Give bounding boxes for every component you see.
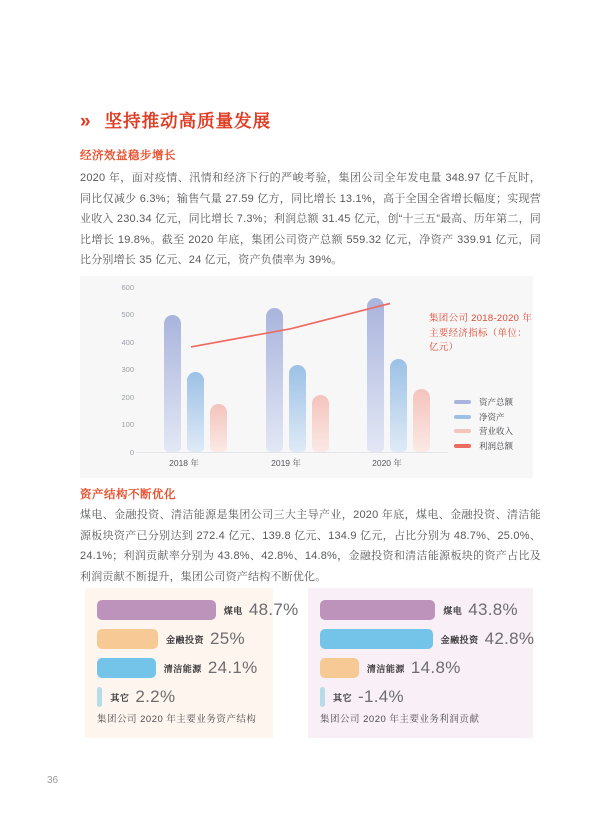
y-axis-tick: 500 xyxy=(121,310,134,319)
y-axis-tick: 100 xyxy=(121,420,134,429)
bar-资产总额 xyxy=(164,315,181,453)
chart-title: 集团公司 2018-2020 年主要经济指标（单位：亿元） xyxy=(429,313,533,353)
x-axis-label: 2020 年 xyxy=(372,458,402,468)
double-chevron-icon: » xyxy=(80,111,91,132)
bar-value: -1.4% xyxy=(358,687,404,706)
bar-label: 金融投资 xyxy=(166,634,205,645)
bar-营业收入 xyxy=(312,395,329,452)
bar-value: 2.2% xyxy=(135,687,176,706)
x-axis-line xyxy=(136,452,448,453)
y-axis-tick: 600 xyxy=(121,282,134,292)
legend-label: 资产总额 xyxy=(479,397,514,408)
page-number: 36 xyxy=(47,775,59,786)
chart-row-其它 xyxy=(97,687,273,707)
legend-label: 营业收入 xyxy=(479,426,514,437)
legend-item-营业收入 xyxy=(454,424,513,439)
bar-资产总额 xyxy=(266,308,283,452)
bar-label: 清洁能源 xyxy=(366,663,405,674)
bar-value: 25% xyxy=(210,629,245,648)
bar-label: 其它 xyxy=(333,692,353,703)
bar-清洁能源 xyxy=(320,658,359,678)
asset-structure-chart xyxy=(85,588,299,738)
page-title-row xyxy=(80,108,271,133)
bar-value: 48.7% xyxy=(248,600,299,619)
legend-item-资产总额 xyxy=(454,395,513,410)
legend-swatch xyxy=(454,444,471,449)
chart-legend xyxy=(454,395,513,453)
chart-row-金融投资 xyxy=(97,629,273,649)
bar-value: 24.1% xyxy=(207,658,258,677)
bar-净资产 xyxy=(289,365,306,452)
bar-清洁能源 xyxy=(97,658,156,678)
bar-煤电 xyxy=(97,600,216,620)
bar-净资产 xyxy=(187,372,204,452)
chart-row-清洁能源 xyxy=(97,658,273,678)
profit-contribution-chart xyxy=(308,588,533,738)
y-axis-tick: 200 xyxy=(121,392,134,402)
chart-row-其它 xyxy=(320,687,533,707)
y-axis-tick: 400 xyxy=(121,337,134,347)
y-axis-tick: 0 xyxy=(129,447,134,457)
chart-caption: 集团公司 2020 年主要业务利润贡献 xyxy=(320,714,480,725)
bar-label: 煤电 xyxy=(443,605,463,616)
legend-label: 净资产 xyxy=(479,411,505,422)
section-heading-economy: 经济效益稳步增长 xyxy=(80,150,176,162)
bar-营业收入 xyxy=(210,404,227,452)
page-title: 坚持推动高质量发展 xyxy=(104,111,272,131)
bar-净资产 xyxy=(390,359,407,453)
bar-金融投资 xyxy=(97,629,158,649)
bar-label: 清洁能源 xyxy=(163,663,202,674)
bar-煤电 xyxy=(320,600,435,620)
x-axis-label: 2019 年 xyxy=(271,458,301,468)
bar-value: 43.8% xyxy=(468,600,518,619)
chart-caption: 集团公司 2020 年主要业务资产结构 xyxy=(97,714,257,725)
bar-其它 xyxy=(320,687,325,707)
section-heading-assets: 资产结构不断优化 xyxy=(80,489,176,501)
section-body-economy: 2020 年，面对疫情、汛情和经济下行的严峻考验，集团公司全年发电量 348.97 亿千瓦时，同比仅减少 6.3%；输售气量 27.59 亿方，同比增长 13.1%，高于全国全省增长幅度；实现营业收入 230.34 亿元，同比增长 7.3%；利润总额 31.45 亿元，创“十三五”最高、历年第二，同比增长 19.8%。截至 2020 年底，集团公司资产总额 559.32 亿元，净资产 339.91 亿元，同比分别增长 35 亿元、24 亿元，资产负债率为 39%。 xyxy=(80,172,541,267)
legend-swatch xyxy=(454,400,471,404)
bar-value: 14.8% xyxy=(410,658,461,677)
economic-indicators-chart xyxy=(80,276,533,478)
bar-label: 金融投资 xyxy=(440,634,479,645)
bar-label: 煤电 xyxy=(223,605,243,616)
chart-row-煤电 xyxy=(97,600,299,620)
chart-row-清洁能源 xyxy=(320,658,533,678)
legend-item-净资产 xyxy=(454,410,513,425)
bar-其它 xyxy=(97,687,102,707)
bar-value: 42.8% xyxy=(484,629,535,648)
chart-row-金融投资 xyxy=(320,629,533,649)
section-body-assets: 煤电、金融投资、清洁能源是集团公司三大主导产业，2020 年底，煤电、金融投资、清洁能源板块资产已分别达到 272.4 亿元、139.8 亿元、134.9 亿元，占比分别为 48.7%、25.0%、24.1%；利润贡献率分别为 43.8%、42.8%、14.8%，金融投资和清洁能源板块的资产占比及利润贡献不断提升，集团公司资产结构不断优化。 xyxy=(80,509,541,583)
bar-label: 其它 xyxy=(110,692,130,703)
bar-营业收入 xyxy=(413,389,430,452)
y-axis-tick: 300 xyxy=(121,365,134,374)
chart-row-煤电 xyxy=(320,600,533,620)
legend-item-利润总额 xyxy=(454,439,513,454)
legend-label: 利润总额 xyxy=(479,440,514,451)
legend-swatch xyxy=(454,415,471,419)
x-axis-label: 2018 年 xyxy=(169,458,199,468)
legend-swatch xyxy=(454,429,471,433)
bar-金融投资 xyxy=(320,629,433,649)
bar-资产总额 xyxy=(367,298,384,452)
